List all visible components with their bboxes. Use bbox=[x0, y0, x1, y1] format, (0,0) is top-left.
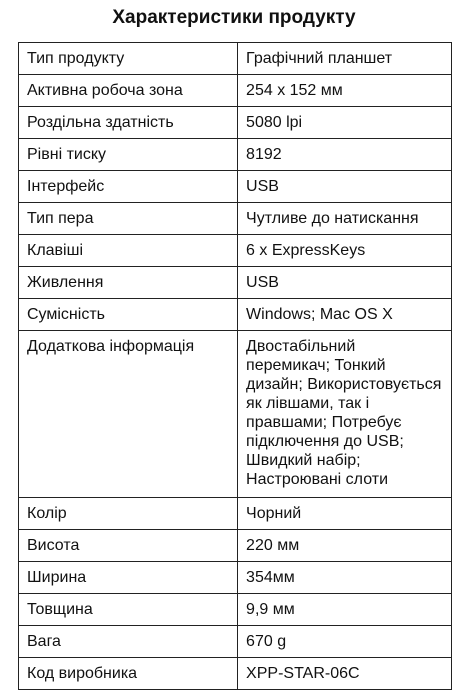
spec-name: Активна робоча зона bbox=[19, 75, 238, 107]
spec-value: 8192 bbox=[238, 139, 452, 171]
table-row bbox=[19, 299, 452, 331]
spec-name: Сумісність bbox=[19, 299, 238, 331]
table-row bbox=[19, 594, 452, 626]
table-row bbox=[19, 75, 452, 107]
spec-name: Тип пера bbox=[19, 203, 238, 235]
spec-value: 5080 lpi bbox=[238, 107, 452, 139]
spec-value: Чорний bbox=[238, 498, 452, 530]
spec-name: Живлення bbox=[19, 267, 238, 299]
spec-value: Windows; Mac OS X bbox=[238, 299, 452, 331]
table-row bbox=[19, 626, 452, 658]
spec-name: Клавіші bbox=[19, 235, 238, 267]
table-row bbox=[19, 107, 452, 139]
spec-name: Код виробника bbox=[19, 658, 238, 690]
spec-value: USB bbox=[238, 267, 452, 299]
table-row bbox=[19, 331, 452, 498]
spec-value: Графічний планшет bbox=[238, 43, 452, 75]
specs-table bbox=[18, 42, 452, 690]
table-row bbox=[19, 203, 452, 235]
spec-name: Роздільна здатність bbox=[19, 107, 238, 139]
table-row bbox=[19, 530, 452, 562]
spec-name: Інтерфейс bbox=[19, 171, 238, 203]
table-row bbox=[19, 235, 452, 267]
spec-value: 9,9 мм bbox=[238, 594, 452, 626]
spec-value: Чутливе до натискання bbox=[238, 203, 452, 235]
table-row bbox=[19, 171, 452, 203]
page-title: Характеристики продукту bbox=[112, 7, 356, 28]
spec-name: Додаткова інформація bbox=[19, 331, 238, 498]
spec-name: Рівні тиску bbox=[19, 139, 238, 171]
spec-value: 6 x ExpressKeys bbox=[238, 235, 452, 267]
spec-value: 220 мм bbox=[238, 530, 452, 562]
spec-name: Вага bbox=[19, 626, 238, 658]
spec-value: XPP-STAR-06C bbox=[238, 658, 452, 690]
table-row bbox=[19, 498, 452, 530]
spec-name: Висота bbox=[19, 530, 238, 562]
spec-name: Тип продукту bbox=[19, 43, 238, 75]
spec-name: Товщина bbox=[19, 594, 238, 626]
spec-value: Двостабільний перемикач; Тонкий дизайн; Використовується як лівшами, так і правшами; Потребує підключення до USB; Швидкий набір; Настроювані слоти bbox=[238, 331, 452, 498]
table-row bbox=[19, 658, 452, 690]
table-row bbox=[19, 267, 452, 299]
spec-value: 254 x 152 мм bbox=[238, 75, 452, 107]
table-row bbox=[19, 139, 452, 171]
table-row bbox=[19, 562, 452, 594]
spec-name: Колір bbox=[19, 498, 238, 530]
spec-value: USB bbox=[238, 171, 452, 203]
table-row bbox=[19, 43, 452, 75]
spec-value: 354мм bbox=[238, 562, 452, 594]
spec-name: Ширина bbox=[19, 562, 238, 594]
spec-value: 670 g bbox=[238, 626, 452, 658]
